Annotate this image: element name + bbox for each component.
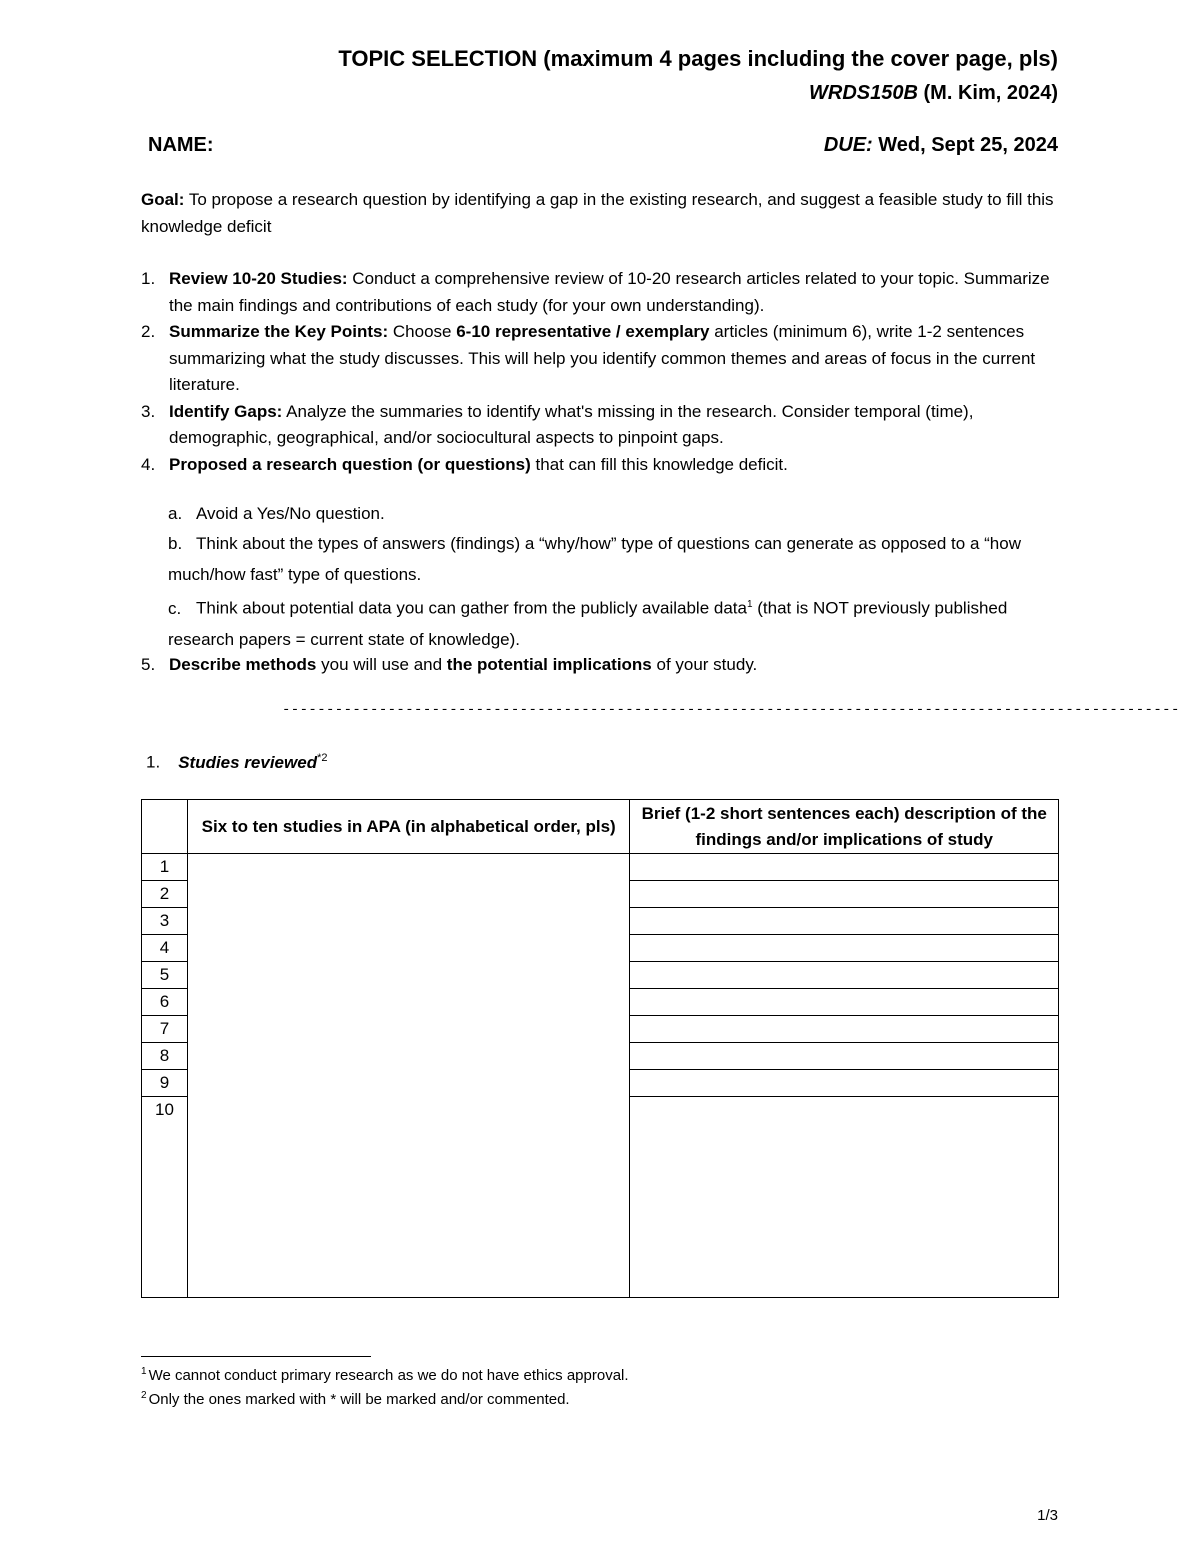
description-cell[interactable] (630, 989, 1059, 1016)
footnote-number: 1 (141, 1366, 147, 1377)
row-number: 10 (142, 1097, 188, 1298)
step-emphasis: the potential implications (446, 655, 652, 674)
step-text: Analyze the summaries to identify what's missing in the research. Consider temporal (time), demographic, geographical, and/or sociocultural aspects to pinpoint gaps. (169, 401, 974, 447)
description-cell[interactable] (630, 881, 1059, 908)
step-text: Choose (388, 322, 457, 341)
course-instructor-year: (M. Kim, 2024) (917, 82, 1058, 104)
description-cell[interactable] (630, 1016, 1059, 1043)
step-text: of your study. (651, 655, 758, 674)
step-item (141, 452, 1061, 479)
goal-paragraph (141, 186, 1061, 240)
studies-table (141, 799, 1059, 1298)
substep-text: Think about potential data you can gather from the publicly available data (196, 598, 747, 618)
step-number: 3. (141, 401, 156, 421)
course-info (809, 82, 1058, 105)
description-cell[interactable] (630, 1097, 1059, 1298)
table-header-description: Brief (1-2 short sentences each) description of the findings and/or implications of study (630, 800, 1059, 854)
row-number: 6 (142, 989, 188, 1016)
step-heading: Identify Gaps: (169, 401, 283, 421)
substep-letter: b. (168, 534, 183, 553)
substep-text: (that is NOT previously published research papers = current state of knowledge). (168, 598, 1008, 649)
row-number: 8 (142, 1043, 188, 1070)
section-heading (146, 752, 327, 773)
goal-text: To propose a research question by identifying a gap in the existing research, and suggest a feasible study to fill this knowledge deficit (141, 190, 1054, 236)
step-text: articles (minimum 6), write 1-2 sentences summarizing what the study discusses. This will help you identify common themes and areas of focus in the current literature. (169, 322, 1036, 394)
step-heading: Summarize the Key Points: (169, 322, 389, 341)
substep-item (168, 498, 1063, 529)
row-number: 9 (142, 1070, 188, 1097)
step-text: you will use and (316, 655, 447, 674)
course-code: WRDS150B (809, 82, 918, 104)
step-number: 2. (141, 322, 156, 341)
footnote-text: Only the ones marked with * will be marked and/or commented. (148, 1391, 570, 1408)
step-number: 4. (141, 454, 156, 474)
step-heading: Proposed a research question (or questions) (169, 454, 531, 474)
studies-cell[interactable] (187, 854, 630, 1298)
footnote-text: We cannot conduct primary research as we do not have ethics approval. (148, 1367, 629, 1384)
step-emphasis: 6-10 representative / exemplary (456, 322, 710, 341)
footnote (141, 1390, 570, 1408)
footnote-number: 2 (141, 1390, 147, 1401)
step-number: 5. (141, 655, 156, 674)
step-item (141, 399, 1061, 452)
substep-text: Avoid a Yes/No question. (196, 504, 385, 523)
substep-item (168, 589, 1063, 655)
page-title: TOPIC SELECTION (maximum 4 pages including the cover page, pls) (338, 46, 1058, 71)
footnote (141, 1366, 629, 1384)
description-cell[interactable] (630, 1070, 1059, 1097)
row-number: 1 (142, 854, 188, 881)
section-title: Studies reviewed (178, 752, 318, 772)
page-number: 1/3 (1037, 1507, 1058, 1524)
description-cell[interactable] (630, 935, 1059, 962)
description-cell[interactable] (630, 1043, 1059, 1070)
description-cell[interactable] (630, 962, 1059, 989)
description-cell[interactable] (630, 908, 1059, 935)
row-number: 5 (142, 962, 188, 989)
due-date-value: Wed, Sept 25, 2024 (872, 134, 1058, 156)
footnote-separator (141, 1356, 371, 1357)
substep-letter: c. (168, 598, 182, 618)
table-header-row (142, 800, 1059, 854)
due-date (824, 134, 1058, 157)
step-text: Conduct a comprehensive review of 10-20 research articles related to your topic. Summarize the main findings and contributions of each study (for your own understanding). (169, 269, 1050, 315)
table-header-studies: Six to ten studies in APA (in alphabetical order, pls) (187, 800, 630, 854)
row-number: 2 (142, 881, 188, 908)
row-number: 4 (142, 935, 188, 962)
divider-line: ------------------------------------------------------------------------------------------------------ (282, 702, 1180, 718)
row-number: 3 (142, 908, 188, 935)
substep-item (168, 528, 1063, 590)
step-number: 1. (141, 269, 156, 288)
name-label: NAME: (148, 134, 214, 156)
steps-list (141, 266, 1061, 478)
substep-letter: a. (168, 504, 183, 523)
section-superscript: *2 (317, 752, 328, 764)
substep-text: Think about the types of answers (findings) a “why/how” type of questions can generate as opposed to a “how much/how fast” type of questions. (168, 534, 1021, 584)
table-row (142, 854, 1059, 881)
section-number: 1. (146, 752, 161, 772)
step-item (141, 319, 1061, 399)
step-heading: Review 10-20 Studies: (169, 269, 348, 288)
footnote-ref: 1 (746, 599, 753, 610)
step-text: that can fill this knowledge deficit. (530, 454, 788, 474)
due-label: DUE: (823, 134, 873, 156)
step-heading: Describe methods (169, 655, 317, 674)
row-number: 7 (142, 1016, 188, 1043)
step-item (141, 652, 1061, 678)
table-header-number (142, 800, 188, 854)
description-cell[interactable] (630, 854, 1059, 881)
step-item (141, 266, 1061, 319)
goal-label: Goal: (141, 190, 185, 209)
